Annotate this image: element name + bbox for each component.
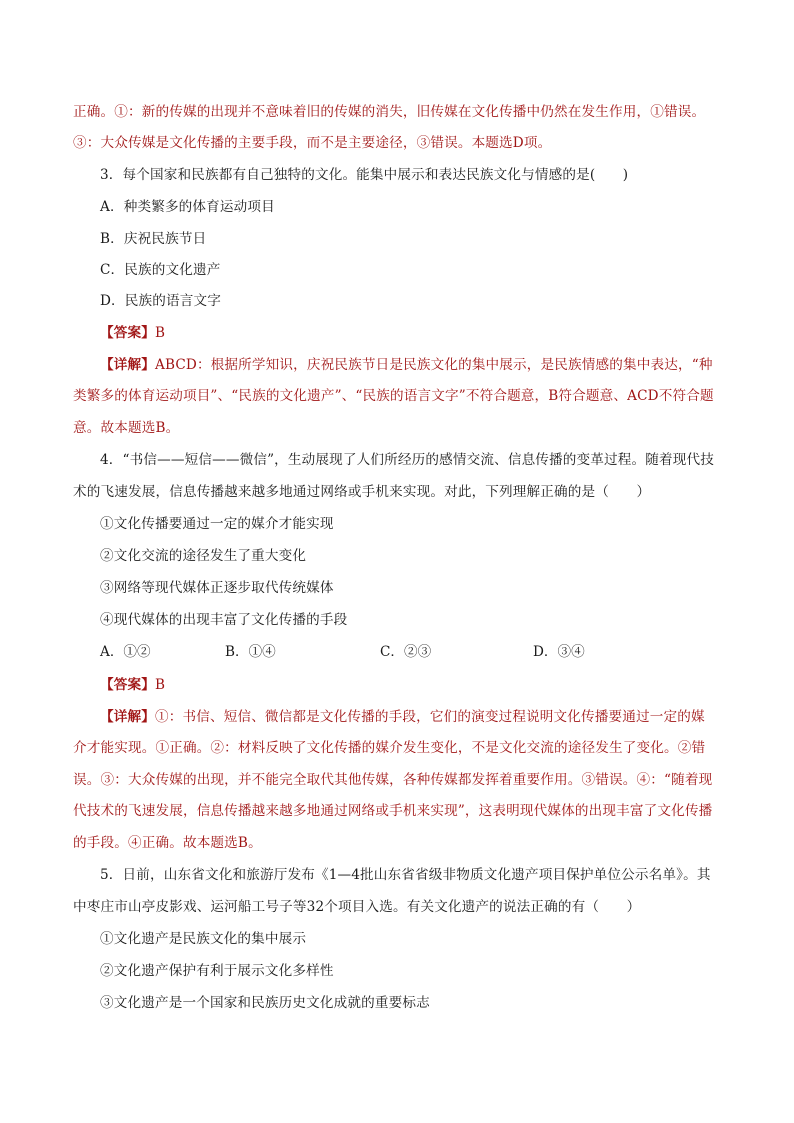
question-3-option-a: A．种类繁多的体育运动项目 — [100, 199, 275, 215]
question-3-detail-line-3: 意。故本题选B。 — [73, 420, 180, 436]
question-3-detail-line-1 — [100, 355, 713, 375]
question-4-option-a: A．①② — [100, 644, 151, 660]
question-4-options — [100, 642, 620, 662]
detail-text: ①：书信、短信、微信都是文化传播的手段，它们的演变过程说明文化传播要通过一定的媒 — [154, 709, 705, 725]
question-4-option-c: C．②③ — [380, 644, 432, 660]
question-4-detail-line-2: 介才能实现。①正确。②：材料反映了文化传播的媒介发生变化，不是文化交流的途径发生了变化。②错 — [73, 740, 706, 756]
answer-value: B — [154, 325, 166, 341]
question-4-detail-line-5: 的手段。④正确。故本题选B。 — [73, 835, 262, 851]
question-4-answer — [100, 675, 165, 695]
answer-label: 【答案】 — [100, 325, 155, 341]
question-4-option-d: D．③④ — [533, 644, 585, 660]
question-3-stem: 3．每个国家和民族都有自己独特的文化。能集中展示和表达民族文化与情感的是( ) — [100, 167, 629, 183]
question-3-option-c: C．民族的文化遗产 — [100, 262, 221, 278]
question-5-stem-line-1: 5．日前，山东省文化和旅游厅发布《1—4批山东省省级非物质文化遗产项目保护单位公示名单》。其 — [100, 867, 711, 883]
question-4-statement-2: ②文化交流的途径发生了重大变化 — [100, 548, 307, 564]
detail-label: 【详解】 — [100, 709, 155, 725]
question-5-statement-2: ②文化遗产保护有利于展示文化多样性 — [100, 963, 334, 979]
question-3-option-b: B．庆祝民族节日 — [100, 231, 207, 247]
prev-explanation-line-2: ③：大众传媒是文化传播的主要手段，而不是主要途径，③错误。本题选D项。 — [73, 135, 552, 151]
detail-text: ABCD：根据所学知识，庆祝民族节日是民族文化的集中展示，是民族情感的集中表达，“种 — [154, 357, 713, 373]
answer-label: 【答案】 — [100, 677, 155, 693]
question-4-option-b: B．①④ — [225, 644, 276, 660]
question-4-statement-4: ④现代媒体的出现丰富了文化传播的手段 — [100, 612, 348, 628]
question-3-answer — [100, 323, 165, 343]
question-4-statement-3: ③网络等现代媒体正逐步取代传统媒体 — [100, 580, 334, 596]
question-4-detail-line-1 — [100, 707, 705, 727]
question-4-detail-line-3: 误。③：大众传媒的出现，并不能完全取代其他传媒，各种传媒都发挥着重要作用。③错误。④：“随着现 — [73, 772, 713, 788]
prev-explanation-line-1: 正确。①：新的传媒的出现并不意味着旧的传媒的消失，旧传媒在文化传播中仍然在发生作用，①错误。 — [73, 104, 706, 120]
question-4-statement-1: ①文化传播要通过一定的媒介才能实现 — [100, 516, 334, 532]
question-4-detail-line-4: 代技术的飞速发展，信息传播越来越多地通过网络或手机来实现”，这表明现代媒体的出现丰富了文化传播 — [73, 803, 713, 819]
question-3-detail-line-2: 类繁多的体育运动项目”、“民族的文化遗产”、“民族的语言文字”不符合题意，B符合题意、ACD不符合题 — [73, 388, 714, 404]
question-4-stem-line-1: 4．“书信——短信——微信”，生动展现了人们所经历的感情交流、信息传播的变革过程。随着现代技 — [100, 452, 714, 468]
question-5-stem-line-2: 中枣庄市山亭皮影戏、运河船工号子等32个项目入选。有关文化遗产的说法正确的有（ ） — [73, 899, 641, 915]
question-5-statement-3: ③文化遗产是一个国家和民族历史文化成就的重要标志 — [100, 995, 430, 1011]
question-5-statement-1: ①文化遗产是民族文化的集中展示 — [100, 931, 307, 947]
question-4-stem-line-2: 术的飞速发展，信息传播越来越多地通过网络或手机来实现。对此，下列理解正确的是（ ） — [73, 484, 651, 500]
detail-label: 【详解】 — [100, 357, 155, 373]
question-3-option-d: D．民族的语言文字 — [100, 293, 221, 309]
answer-value: B — [154, 677, 166, 693]
